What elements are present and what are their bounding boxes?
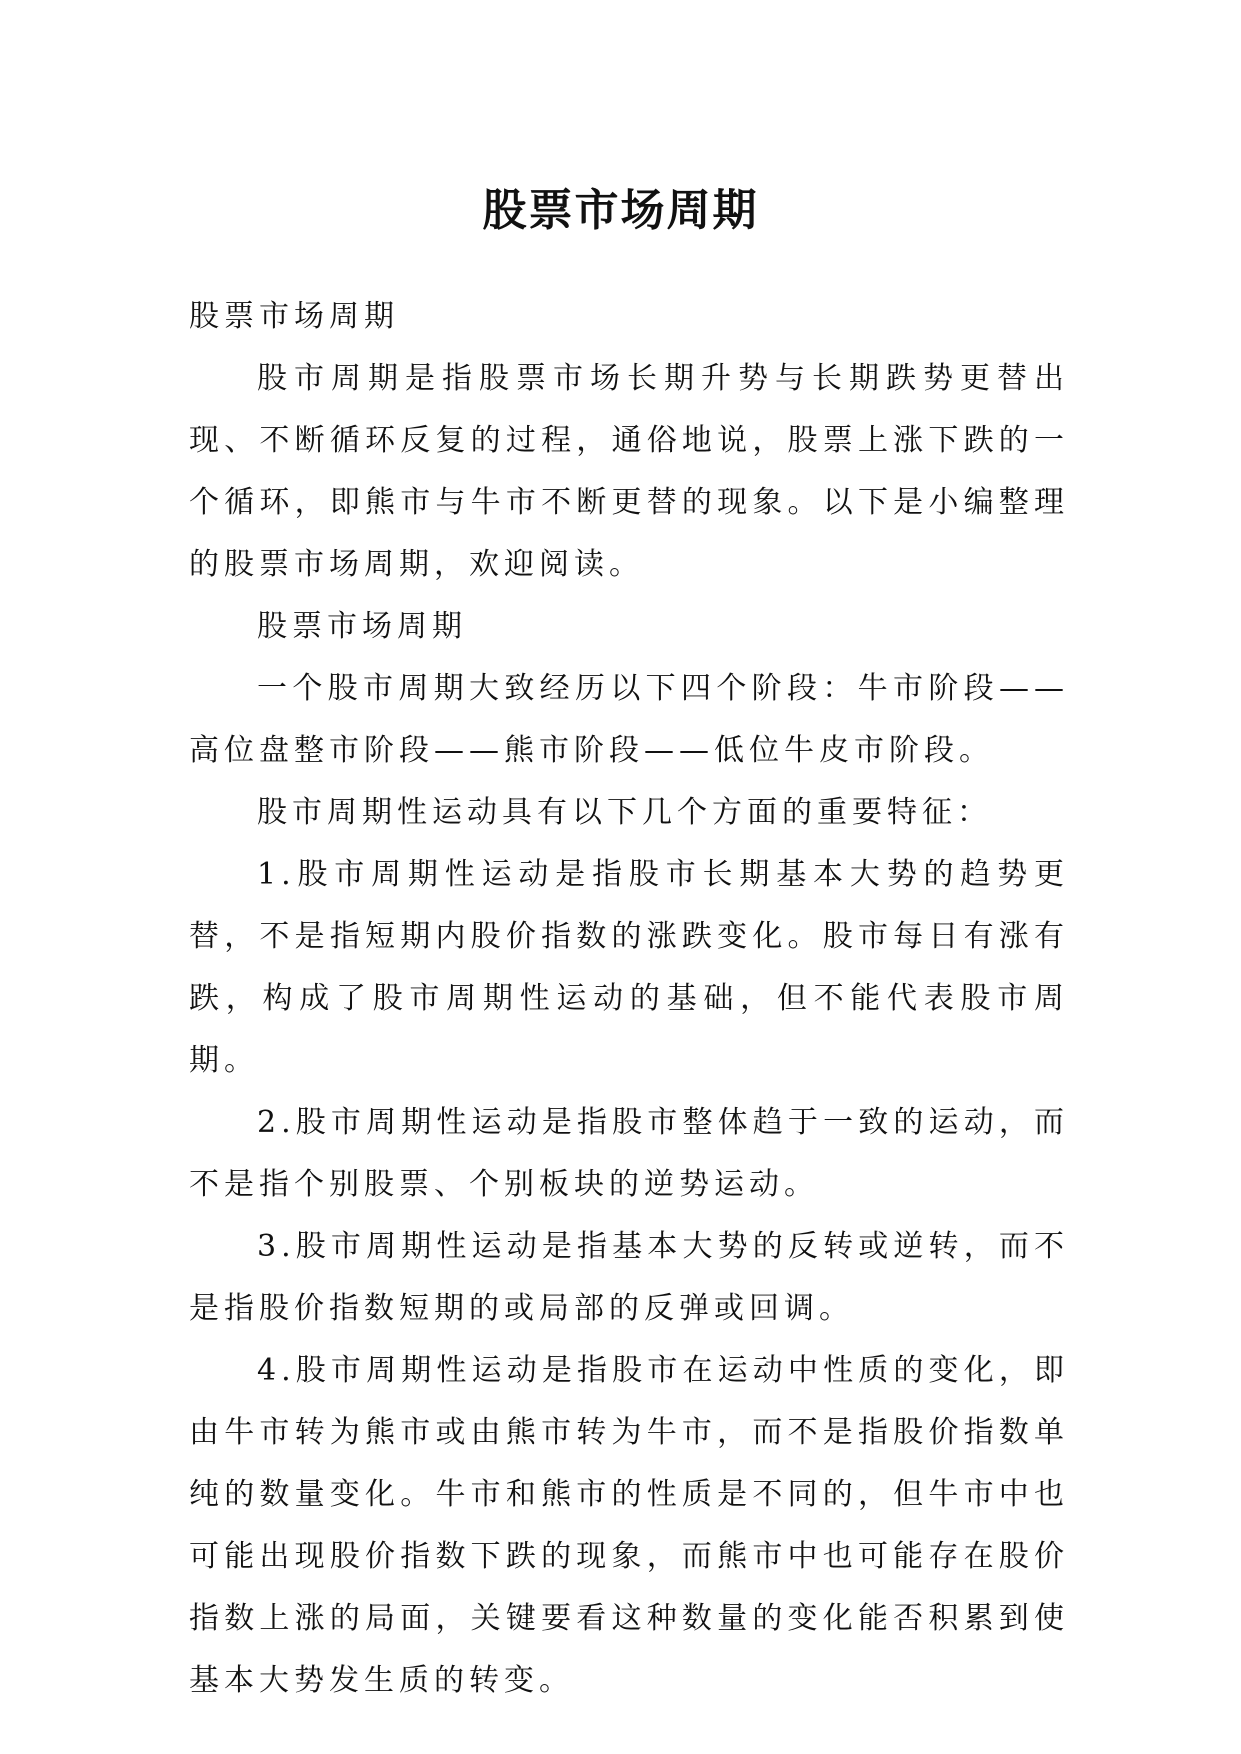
body-paragraph: 一个股市周期大致经历以下四个阶段：牛市阶段——高位盘整市阶段——熊市阶段——低位牛皮市阶段。 [189, 671, 1069, 768]
body-paragraph: 股市周期是指股票市场长期升势与长期跌势更替出现、不断循环反复的过程，通俗地说，股票上涨下跌的一个循环，即熊市与牛市不断更替的现象。以下是小编整理的股票市场周期，欢迎阅读。 [189, 361, 1069, 582]
body-paragraph: 2.股市周期性运动是指股市整体趋于一致的运动，而不是指个别股票、个别板块的逆势运动。 [189, 1105, 1069, 1202]
body-paragraph: 股票市场周期 [257, 609, 467, 644]
body-paragraph: 股市周期性运动具有以下几个方面的重要特征： [257, 795, 992, 830]
document-body [189, 286, 1069, 1712]
document-title: 股票市场周期 [482, 185, 759, 237]
body-paragraph: 3.股市周期性运动是指基本大势的反转或逆转，而不是指股价指数短期的或局部的反弹或回调。 [189, 1229, 1069, 1326]
body-paragraph: 1.股市周期性运动是指股市长期基本大势的趋势更替，不是指短期内股价指数的涨跌变化。股市每日有涨有跌，构成了股市周期性运动的基础，但不能代表股市周期。 [189, 857, 1069, 1078]
body-paragraph: 4.股市周期性运动是指股市在运动中性质的变化，即由牛市转为熊市或由熊市转为牛市，而不是指股价指数单纯的数量变化。牛市和熊市的性质是不同的，但牛市中也可能出现股价指数下跌的现象，而熊市中也可能存在股价指数上涨的局面，关键要看这种数量的变化能否积累到使基本大势发生质的转变。 [189, 1353, 1069, 1698]
body-paragraph: 股票市场周期 [189, 299, 399, 334]
